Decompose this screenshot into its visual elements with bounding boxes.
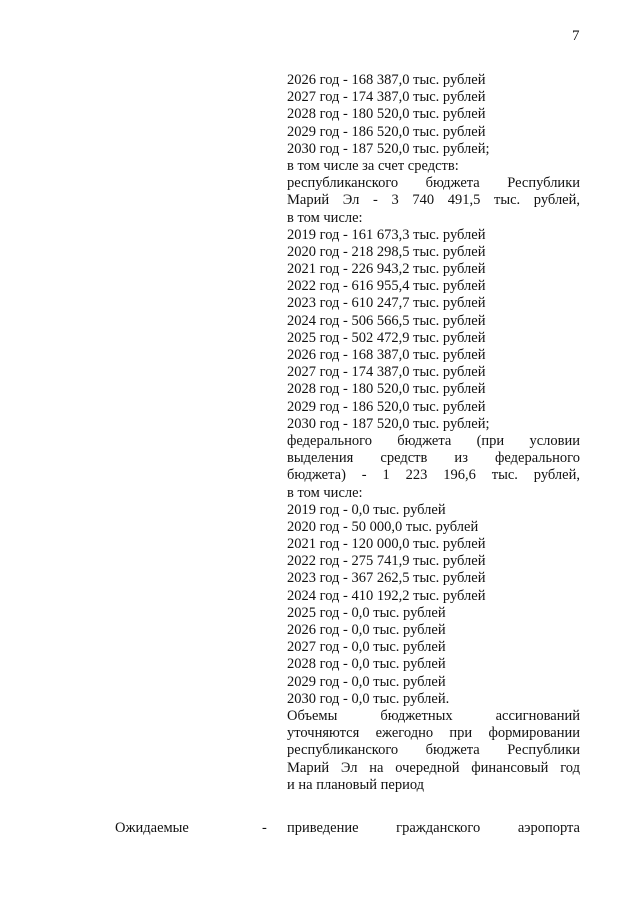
- text-line: 2022 год - 616 955,4 тыс. рублей: [287, 278, 486, 295]
- text-line: 2021 год - 120 000,0 тыс. рублей: [287, 536, 486, 553]
- text-line: уточняются ежегодно при формировании: [287, 725, 580, 742]
- text-line: выделения средств из федерального: [287, 450, 580, 467]
- text-line: 2029 год - 186 520,0 тыс. рублей: [287, 398, 486, 415]
- text-line: 2029 год - 186 520,0 тыс. рублей: [287, 123, 486, 140]
- text-line: 2019 год - 161 673,3 тыс. рублей: [287, 226, 486, 243]
- expected-results-row: [115, 819, 580, 837]
- text-line: федерального бюджета (при условии: [287, 432, 580, 449]
- text-line: республиканского бюджета Республики: [287, 175, 580, 192]
- text-line: 2020 год - 218 298,5 тыс. рублей: [287, 243, 486, 260]
- text-line: 2028 год - 0,0 тыс. рублей: [287, 656, 446, 673]
- text-line: в том числе за счет средств:: [287, 157, 459, 174]
- text-line: 2026 год - 168 387,0 тыс. рублей: [287, 72, 486, 88]
- text-line: и на плановый период: [287, 776, 425, 793]
- text-line: 2023 год - 367 262,5 тыс. рублей: [287, 570, 486, 587]
- expected-results-text: приведение гражданского аэропорта: [287, 820, 580, 836]
- text-line: 2024 год - 410 192,2 тыс. рублей: [287, 587, 486, 604]
- financing-text-block: [287, 72, 580, 794]
- text-line: 2021 год - 226 943,2 тыс. рублей: [287, 261, 486, 278]
- text-line: Марий Эл - 3 740 491,5 тыс. рублей,: [287, 192, 580, 209]
- text-line: 2028 год - 180 520,0 тыс. рублей: [287, 106, 486, 123]
- expected-results-dash: -: [262, 820, 267, 836]
- text-line: в том числе:: [287, 484, 363, 501]
- text-line: 2025 год - 0,0 тыс. рублей: [287, 604, 446, 621]
- text-line: 2025 год - 502 472,9 тыс. рублей: [287, 329, 486, 346]
- text-line: 2028 год - 180 520,0 тыс. рублей: [287, 381, 486, 398]
- text-line: 2027 год - 0,0 тыс. рублей: [287, 639, 446, 656]
- text-line: 2020 год - 50 000,0 тыс. рублей: [287, 518, 479, 535]
- page-number: 7: [572, 28, 580, 44]
- expected-results-label: Ожидаемые: [115, 820, 189, 836]
- text-line: в том числе:: [287, 209, 363, 226]
- text-line: 2022 год - 275 741,9 тыс. рублей: [287, 553, 486, 570]
- text-line: бюджета) - 1 223 196,6 тыс. рублей,: [287, 467, 580, 484]
- text-line: 2029 год - 0,0 тыс. рублей: [287, 673, 446, 690]
- text-line: 2026 год - 0,0 тыс. рублей: [287, 622, 446, 638]
- text-line: 2019 год - 0,0 тыс. рублей: [287, 501, 446, 518]
- text-line: Марий Эл на очередной финансовый год: [287, 759, 580, 776]
- text-line: Объемы бюджетных ассигнований: [287, 707, 580, 724]
- text-line: 2026 год - 168 387,0 тыс. рублей: [287, 347, 486, 363]
- text-line: 2023 год - 610 247,7 тыс. рублей: [287, 295, 486, 312]
- text-line: 2030 год - 0,0 тыс. рублей.: [287, 690, 450, 707]
- text-line: 2024 год - 506 566,5 тыс. рублей: [287, 312, 486, 329]
- text-line: 2030 год - 187 520,0 тыс. рублей;: [287, 415, 490, 432]
- text-line: 2027 год - 174 387,0 тыс. рублей: [287, 364, 486, 381]
- text-line: республиканского бюджета Республики: [287, 742, 580, 759]
- text-line: 2027 год - 174 387,0 тыс. рублей: [287, 89, 486, 106]
- text-line: 2030 год - 187 520,0 тыс. рублей;: [287, 140, 490, 157]
